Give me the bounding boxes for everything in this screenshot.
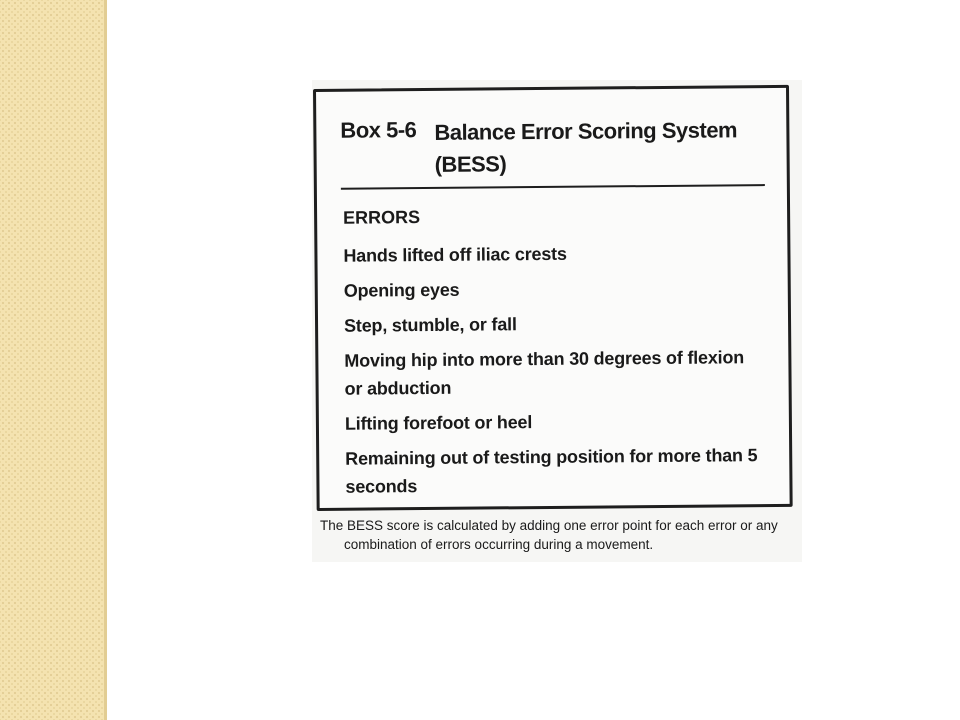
error-item: Remaining out of testing position for more than 5 seconds [345, 445, 758, 497]
errors-heading: ERRORS [343, 207, 421, 228]
decorative-side-strip [0, 0, 104, 720]
error-item: Step, stumble, or fall [343, 314, 517, 336]
header-divider [341, 184, 765, 190]
bess-footnote: The BESS score is calculated by adding one error point for each error or any combination of errors occurring during a movement. [320, 518, 778, 552]
error-item: Opening eyes [343, 279, 460, 301]
side-strip-border [104, 0, 107, 720]
error-list [343, 238, 765, 508]
error-item: Moving hip into more than 30 degrees of flexion or abduction [344, 347, 745, 399]
box-number: Box 5-6 [340, 117, 417, 143]
box-title: Balance Error Scoring System (BESS) [434, 117, 738, 177]
box-header [340, 114, 770, 177]
error-item: Hands lifted off iliac crests [343, 243, 567, 266]
error-item: Lifting forefoot or heel [344, 412, 533, 434]
bess-box [313, 85, 793, 511]
